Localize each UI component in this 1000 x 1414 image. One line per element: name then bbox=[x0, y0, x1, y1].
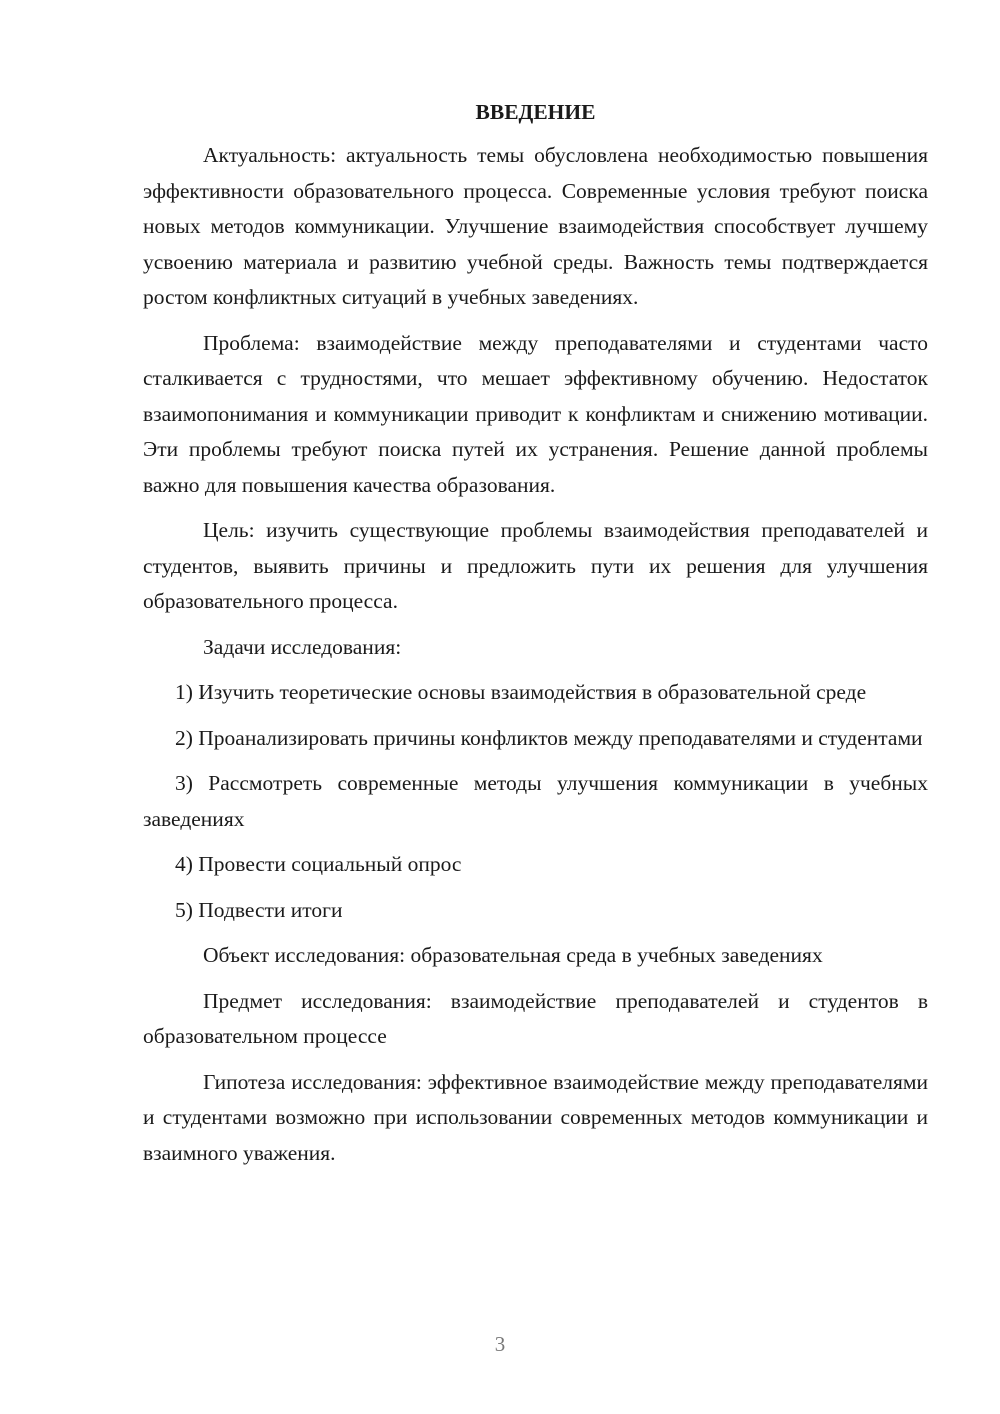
subject-paragraph: Предмет исследования: взаимодействие преподавателей и студентов в образовательном процессе bbox=[143, 988, 928, 1048]
page-title: ВВЕДЕНИЕ bbox=[475, 100, 596, 124]
task-item: 2) Проанализировать причины конфликтов между преподавателями и студентами bbox=[175, 725, 923, 750]
tasks-heading: Задачи исследования: bbox=[203, 634, 402, 659]
task-item: 1) Изучить теоретические основы взаимодействия в образовательной среде bbox=[175, 680, 867, 704]
goal-paragraph: Цель: изучить существующие проблемы взаимодействия преподавателей и студентов, выявить причины и предложить пути их решения для улучшения образовательного процесса. bbox=[143, 518, 928, 613]
task-item: 4) Провести социальный опрос bbox=[175, 852, 462, 876]
task-item: 3) Рассмотреть современные методы улучшения коммуникации в учебных заведениях bbox=[143, 771, 928, 831]
problem-paragraph: Проблема: взаимодействие между преподавателями и студентами часто сталкивается с трудностями, что мешает эффективному обучению. Недостаток взаимопонимания и коммуникации приводит к конфликтам и снижению мотивации. Эти проблемы требуют поиска путей их устранения. Решение данной проблемы важно для повышения качества образования. bbox=[143, 330, 928, 497]
page-number: 3 bbox=[494, 1332, 506, 1356]
relevance-paragraph: Актуальность: актуальность темы обусловлена необходимостью повышения эффективности образовательного процесса. Современные условия требуют поиска новых методов коммуникации. Улучшение взаимодействия способствует лучшему усвоению материала и развитию учебной среды. Важность темы подтверждается ростом конфликтных ситуаций в учебных заведениях. bbox=[143, 143, 928, 309]
document-page bbox=[143, 94, 928, 1181]
object-paragraph: Объект исследования: образовательная среда в учебных заведениях bbox=[203, 943, 823, 967]
hypothesis-paragraph: Гипотеза исследования: эффективное взаимодействие между преподавателями и студентами возможно при использовании современных методов коммуникации и взаимного уважения. bbox=[143, 1069, 928, 1165]
task-item: 5) Подвести итоги bbox=[175, 897, 343, 922]
